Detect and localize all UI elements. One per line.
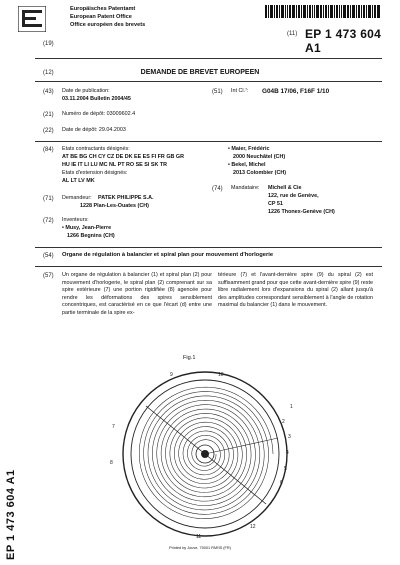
field-22-code: (22) xyxy=(43,128,54,134)
designated-states-line2: HU IE IT LI LU MC NL PT RO SE SI SK TR xyxy=(62,162,168,168)
ref-number: 10 xyxy=(218,372,224,378)
ref-number: 7 xyxy=(112,424,115,430)
field-57-code: (57) xyxy=(43,273,54,279)
ref-number: 4 xyxy=(286,450,289,456)
invention-title: Organe de régulation à balancier et spiral plan pour mouvement d'horlogerie xyxy=(62,252,274,258)
printer-footer: Printed by Jouve, 75001 PARIS (FR) xyxy=(169,546,231,550)
applicant-label: Demandeur: xyxy=(62,195,92,201)
filing-date: Date de dépôt: 29.04.2003 xyxy=(62,127,126,133)
ref-number: 8 xyxy=(110,460,113,466)
publication-date: 03.11.2004 Bulletin 2004/45 xyxy=(62,96,131,102)
office-names xyxy=(70,5,145,29)
ipc-classes: G04B 17/06, F16F 1/10 xyxy=(262,88,330,95)
publication-date-label: Date de publication: xyxy=(62,88,110,94)
inventor-3-name: • Bekel, Michel xyxy=(228,162,266,168)
publication-number: EP 1 473 604 A1 xyxy=(305,27,382,55)
ref-number: 2 xyxy=(282,419,285,425)
field-21-code: (21) xyxy=(43,112,54,118)
representative-name: Michell & Cie xyxy=(268,185,302,191)
field-74-code: (74) xyxy=(212,186,223,192)
side-publication-number xyxy=(5,440,19,560)
applicant-name: PATEK PHILIPPE S.A. xyxy=(98,195,154,201)
ref-number: 9 xyxy=(170,372,173,378)
representative-po-box: CP 51 xyxy=(268,201,283,207)
representative-city: 1226 Thonex-Genève (CH) xyxy=(268,209,335,215)
ref-number: 3 xyxy=(288,434,291,440)
field-71-code: (71) xyxy=(43,196,54,202)
figure-drawing xyxy=(100,368,320,540)
ref-number: 12 xyxy=(250,524,256,530)
field-51-code: (51) xyxy=(212,89,223,95)
divider xyxy=(35,266,382,267)
inventor-1-name: • Musy, Jean-Pierre xyxy=(62,225,112,231)
designated-states-label: Etats contractants désignés: xyxy=(62,146,130,152)
office-name-fr: Office européen des brevets xyxy=(70,22,146,28)
ref-number: 1 xyxy=(290,404,293,410)
ipc-label: Int Cl.⁷: xyxy=(231,88,249,94)
field-11-code: (11) xyxy=(287,31,298,37)
application-number: Numéro de dépôt: 03009602.4 xyxy=(62,111,136,117)
field-43-code: (43) xyxy=(43,89,54,95)
field-72-code: (72) xyxy=(43,218,54,224)
field-84-code: (84) xyxy=(43,147,54,153)
field-19-code: (19) xyxy=(43,41,54,47)
inventor-1-address: 1266 Begnins (CH) xyxy=(67,233,115,239)
inventor-3-address: 2013 Colombier (CH) xyxy=(233,170,287,176)
extension-states: AL LT LV MK xyxy=(62,178,95,184)
barcode xyxy=(265,5,380,18)
divider xyxy=(35,141,382,142)
office-name-en: European Patent Office xyxy=(70,14,132,20)
divider xyxy=(35,58,382,59)
inventors-label: Inventeurs: xyxy=(62,217,89,223)
ref-number: 6 xyxy=(280,480,283,486)
extension-states-label: Etats d'extension désignés: xyxy=(62,170,128,176)
side-publication-number-text: EP 1 473 604 A1 xyxy=(5,469,17,560)
office-name-de: Europäisches Patentamt xyxy=(70,6,136,12)
designated-states-line1: AT BE BG CH CY CZ DE DK EE ES FI FR GB GR xyxy=(62,154,184,160)
field-54-code: (54) xyxy=(43,253,54,259)
representative-street: 122, rue de Genève, xyxy=(268,193,319,199)
ref-number: 11 xyxy=(196,534,202,540)
abstract-column-1: Un organe de régulation à balancier (1) et spiral plan (2) pour mouvement d'horlogerie, le spiral plan (2) comprenant sur sa spire extérieure (7) une portion rigidifiée (8) agencée pour rendre les déformations des spires sensiblement concentriques, est caractérisé en ce que l'écart (d) entre une partie terminale de la spire ex- xyxy=(62,272,212,316)
balance-arm xyxy=(146,406,205,454)
divider xyxy=(35,247,382,248)
inventor-2-name: • Maier, Frédéric xyxy=(228,146,270,152)
balance-arm xyxy=(205,454,266,504)
applicant-address: 1228 Plan-Les-Ouates (CH) xyxy=(80,203,149,209)
divider xyxy=(35,81,382,82)
ref-number: 5 xyxy=(284,466,287,472)
abstract-column-2: térieure (7) et l'avant-dernière spire (9) du spiral (2) est suffisamment grand pour que cette avant-dernière spire (9) reste libre radialement lors d'expansions du spiral (2) allant jusqu'à des amplitudes correspondant sensiblement à l'angle de rotation maximal du balancier (1) dans le mouvement. xyxy=(218,272,373,309)
figure-label: Fig.1 xyxy=(183,355,196,361)
document-type: DEMANDE DE BREVET EUROPEEN xyxy=(140,69,260,76)
epo-logo xyxy=(18,6,46,32)
inventor-2-address: 2000 Neuchâtel (CH) xyxy=(233,154,286,160)
field-12-code: (12) xyxy=(43,70,54,76)
regulator-line xyxy=(205,438,278,454)
representative-label: Mandataire: xyxy=(231,185,260,191)
